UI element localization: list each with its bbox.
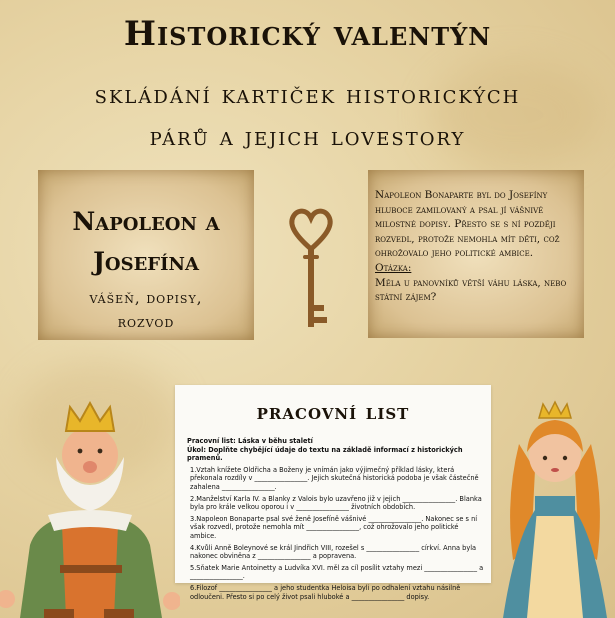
story-card — [368, 170, 584, 338]
question-label: Otázka: — [375, 261, 412, 274]
worksheet-task: Úkol: Doplňte chybějící údaje do textu na základě informací z historických pramenů. — [187, 445, 463, 463]
story-text: Napoleon Bonaparte byl do Josefíny hluboce zamilovaný a psal jí vášnivé milostné dopisy. Přesto se s ní později rozvedl, protože nemohla mít děti, což ohrožovalo jeho politické ambice. — [375, 189, 560, 260]
keywords-line-2: rozvod — [117, 313, 175, 331]
worksheet-title: pracovní list — [256, 399, 410, 425]
keywords-line-1: vášeň, dopisy, — [89, 289, 203, 307]
worksheet-item: 4.Kvůli Anně Boleynové se král Jindřich VIII, rozešel s ________________ církví. Anna byla nakonec obviněna z ________________ a popravena. — [190, 543, 477, 561]
subtitle-line-2: párů a jejich lovestory — [149, 122, 466, 151]
question-text: Měla u panovníků větší váhu láska, nebo státní zájem? — [375, 276, 567, 304]
subtitle-line-1: skládání kartiček historických — [94, 80, 521, 109]
worksheet-item: 6.Filozof ________________ a jeho studentka Heloisa byli po odhalení vztahu násilně odloučeni. Přesto si po celý život psali hluboké a ________________ dopisy. — [190, 583, 461, 601]
king-illustration — [0, 395, 180, 618]
couple-name-line-1: Napoleon a — [72, 207, 220, 236]
worksheet-preview — [175, 385, 491, 601]
worksheet-item: 3.Napoleon Bonaparte psal své ženě Josefíně vášnivé ________________. Nakonec se s ní však rozvedl, protože nemohla mít ________________, což ohrožovalo jeho politické ambice. — [190, 514, 478, 540]
couple-name-line-2: Josefína — [93, 247, 199, 276]
couple-keywords — [38, 286, 254, 334]
couple-name — [38, 202, 254, 282]
page-title: Historický valentýn — [123, 14, 492, 54]
story-text-block — [375, 188, 581, 305]
worksheet-item: 1.Vztah knížete Oldřicha a Boženy je vnímán jako výjimečný příklad lásky, která překonala rozdíly v ________________. Jejich skutečná historická podoba je však částečně zahalena ________________. — [190, 465, 479, 491]
worksheet-item: 2.Manželství Karla IV. a Blanky z Valois bylo uzavřeno již v jejich ________________. Blanka byla pro krále velkou oporou i v ________________ životních obdobích. — [190, 494, 482, 512]
background-stain — [430, 60, 600, 170]
worksheet-body — [187, 437, 485, 601]
worksheet-item: 5.Sňatek Marie Antoinetty a Ludvíka XVI. měl za cíl posílit vztahy mezi ________________ a ________________. — [190, 563, 484, 581]
heart-key-icon — [287, 205, 335, 335]
couple-card — [38, 170, 254, 340]
worksheet-heading: Pracovní list: Láska v běhu staletí — [187, 437, 313, 445]
queen-illustration — [495, 400, 615, 618]
